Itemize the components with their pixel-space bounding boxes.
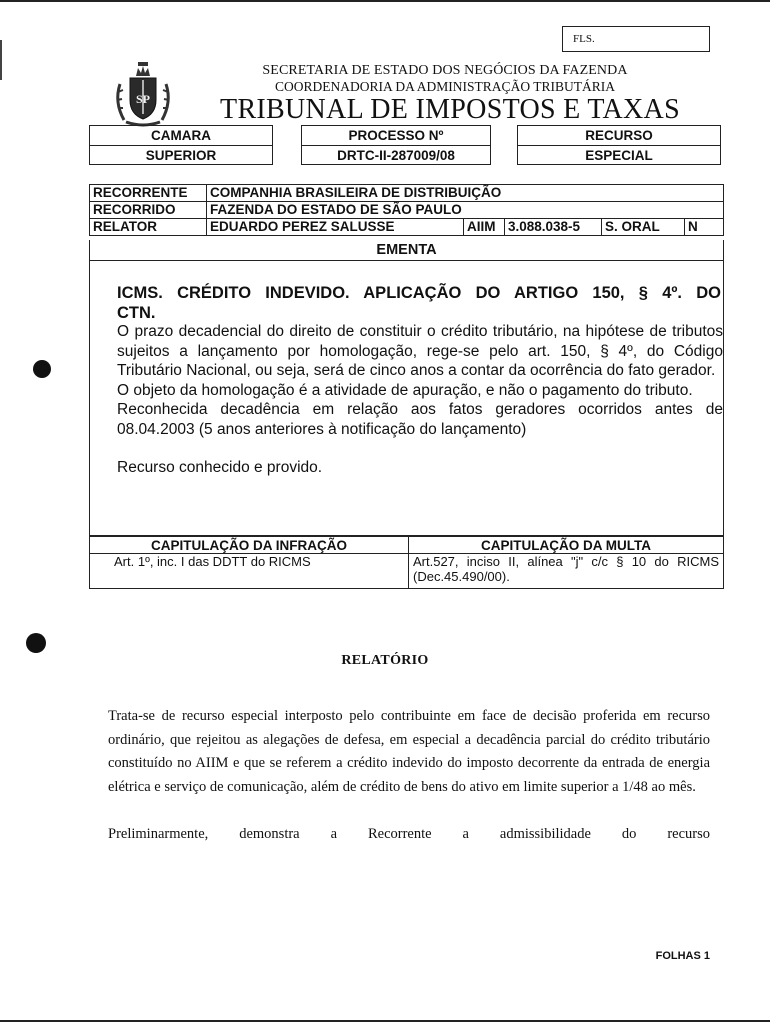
ementa-title: EMENTA <box>376 242 437 258</box>
processo-box <box>301 125 491 165</box>
relator-label: RELATOR <box>90 219 207 236</box>
capitulacao-infracao-header: CAPITULAÇÃO DA INFRAÇÃO <box>90 537 409 554</box>
fls-label: FLS. <box>573 33 595 45</box>
recurso-label: RECURSO <box>518 126 720 146</box>
relatorio-title: RELATÓRIO <box>341 653 429 668</box>
processo-label: PROCESSO Nº <box>302 126 490 146</box>
scan-left-edge <box>0 40 2 80</box>
ementa-heading-line-1: ICMS. CRÉDITO INDEVIDO. APLICAÇÃO DO ARTIGO 150, § 4º. DO <box>117 284 721 302</box>
header-line-1: SECRETARIA DE ESTADO DOS NEGÓCIOS DA FAZENDA <box>262 63 628 78</box>
seal-text: SP <box>135 92 151 106</box>
recorrente-label: RECORRENTE <box>90 185 207 202</box>
relatorio-body <box>108 705 710 847</box>
scan-top-edge <box>0 0 770 2</box>
ementa-paragraph: O prazo decadencial do direito de constituir o crédito tributário, na hipótese de tributos sujeitos a lançamento por homologação, rege-se pelo art. 150, § 4º, do Código Tributário Nacional, ou seja, será de cinco anos a contar da ocorrência do fato gerador. <box>117 323 723 379</box>
recurso-value: ESPECIAL <box>585 148 653 163</box>
relatorio-paragraph: Preliminarmente, demonstra a Recorrente a admissibilidade do recurso <box>108 826 710 842</box>
ementa-body <box>117 322 723 478</box>
capitulacao-table <box>89 536 724 589</box>
parties-table <box>89 184 724 236</box>
relator-value: EDUARDO PEREZ SALUSSE <box>207 219 464 236</box>
ementa-paragraph: Reconhecida decadência em relação aos fatos geradores ocorridos antes de 08.04.2003 (5 anos anteriores à notificação do lançamento) <box>117 401 723 438</box>
ementa-paragraph: Recurso conhecido e provido. <box>117 459 323 476</box>
recurso-box <box>517 125 721 165</box>
punch-hole-mark <box>26 633 46 653</box>
ementa-paragraph: O objeto da homologação é a atividade de apuração, e não o pagamento do tributo. <box>117 381 693 399</box>
ementa-divider <box>89 260 724 261</box>
capitulacao-multa-header: CAPITULAÇÃO DA MULTA <box>409 537 724 554</box>
recorrido-row <box>90 202 724 219</box>
fls-box <box>562 26 710 52</box>
processo-number: DRTC-II-287009/08 <box>337 148 455 163</box>
recorrido-value: FAZENDA DO ESTADO DE SÃO PAULO <box>207 202 724 219</box>
ementa-heading-line-2: CTN. <box>117 304 156 322</box>
tribunal-title: TRIBUNAL DE IMPOSTOS E TAXAS <box>220 94 680 125</box>
camara-value: SUPERIOR <box>145 148 217 163</box>
header-line-2: COORDENADORIA DA ADMINISTRAÇÃO TRIBUTÁRIA <box>275 79 615 94</box>
recorrente-value: COMPANHIA BRASILEIRA DE DISTRIBUIÇÃO <box>207 185 724 202</box>
camara-box <box>89 125 273 165</box>
scan-bottom-edge <box>0 1020 770 1022</box>
aiim-value: 3.088.038-5 <box>505 219 602 236</box>
recorrido-label: RECORRIDO <box>90 202 207 219</box>
capitulacao-multa-value: Art.527, inciso II, alínea "j" c/c § 10 do RICMS (Dec.45.490/00). <box>409 554 724 589</box>
relatorio-paragraph: Trata-se de recurso especial interposto pelo contribuinte em face de decisão proferida em recurso ordinário, que rejeitou as alegações de defesa, em especial a decadência parcial do crédito tributário constituído no AIIM e que se referem a crédito indevido do imposto decorrente da entrada de energia elétrica e serviço de comunicação, além de crédito de bens do ativo em limite superior a 1/48 ao mês. <box>108 708 710 795</box>
aiim-label: AIIM <box>464 219 505 236</box>
state-seal-icon <box>110 62 176 128</box>
page-number: FOLHAS 1 <box>655 950 710 962</box>
punch-hole-mark <box>33 360 51 378</box>
camara-label: CAMARA <box>90 126 272 146</box>
capitulacao-infracao-value: Art. 1º, inc. I das DDTT do RICMS <box>90 554 409 589</box>
sustentacao-oral-value: N <box>685 219 724 236</box>
recorrente-row <box>90 185 724 202</box>
sustentacao-oral-label: S. ORAL <box>602 219 685 236</box>
relator-row <box>90 219 724 236</box>
